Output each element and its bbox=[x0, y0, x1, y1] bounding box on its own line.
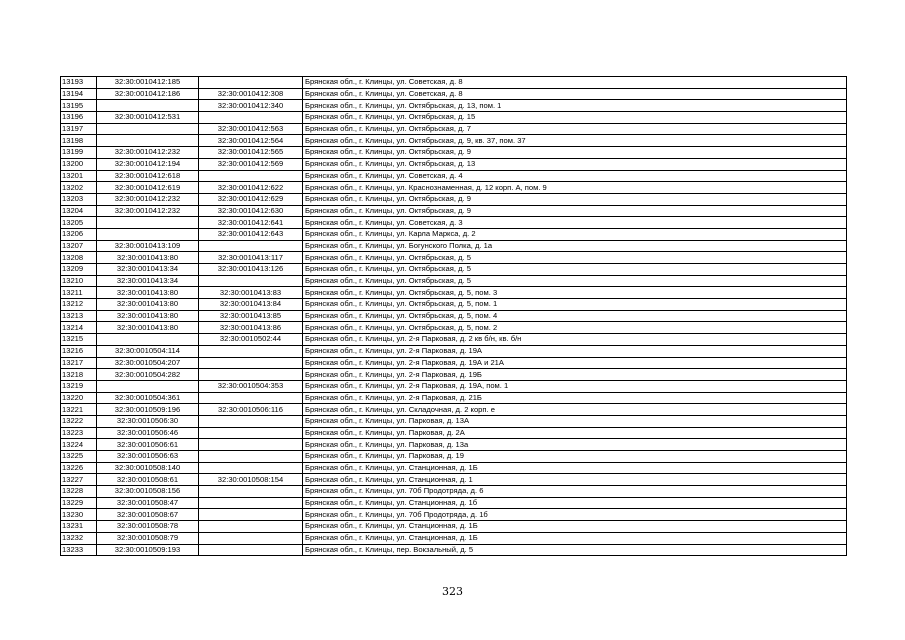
address-cell: Брянская обл., г. Клинцы, ул. Октябрьская, д. 15 bbox=[303, 112, 847, 124]
cadastral-number-cell: 32:30:0010412:232 bbox=[97, 147, 199, 159]
row-number-cell: 13229 bbox=[61, 497, 97, 509]
address-cell: Брянская обл., г. Клинцы, ул. Октябрьская, д. 5 bbox=[303, 264, 847, 276]
linked-cadastral-number-cell bbox=[199, 392, 303, 404]
address-cell: Брянская обл., г. Клинцы, ул. Советская, д. 3 bbox=[303, 217, 847, 229]
linked-cadastral-number-cell: 32:30:0010413:117 bbox=[199, 252, 303, 264]
table-row bbox=[61, 509, 847, 521]
linked-cadastral-number-cell: 32:30:0010506:116 bbox=[199, 404, 303, 416]
address-cell: Брянская обл., г. Клинцы, ул. 2-я Парковая, д. 19А и 21А bbox=[303, 357, 847, 369]
row-number-cell: 13232 bbox=[61, 532, 97, 544]
table-row bbox=[61, 217, 847, 229]
linked-cadastral-number-cell: 32:30:0010413:86 bbox=[199, 322, 303, 334]
cadastral-number-cell: 32:30:0010509:193 bbox=[97, 544, 199, 556]
cadastral-number-cell bbox=[97, 380, 199, 392]
linked-cadastral-number-cell bbox=[199, 357, 303, 369]
row-number-cell: 13206 bbox=[61, 228, 97, 240]
cadastral-number-cell: 32:30:0010508:156 bbox=[97, 486, 199, 498]
table-row bbox=[61, 334, 847, 346]
linked-cadastral-number-cell: 32:30:0010413:84 bbox=[199, 299, 303, 311]
cadastral-number-cell: 32:30:0010508:78 bbox=[97, 521, 199, 533]
address-cell: Брянская обл., г. Клинцы, ул. Октябрьская, д. 9 bbox=[303, 205, 847, 217]
address-cell: Брянская обл., г. Клинцы, ул. Советская, д. 8 bbox=[303, 88, 847, 100]
row-number-cell: 13210 bbox=[61, 275, 97, 287]
cadastral-number-cell: 32:30:0010412:618 bbox=[97, 170, 199, 182]
table-row bbox=[61, 100, 847, 112]
row-number-cell: 13202 bbox=[61, 182, 97, 194]
cadastral-number-cell bbox=[97, 100, 199, 112]
table-row bbox=[61, 451, 847, 463]
table-row bbox=[61, 345, 847, 357]
row-number-cell: 13207 bbox=[61, 240, 97, 252]
address-cell: Брянская обл., г. Клинцы, ул. Октябрьская, д. 5 bbox=[303, 275, 847, 287]
row-number-cell: 13218 bbox=[61, 369, 97, 381]
address-cell: Брянская обл., г. Клинцы, ул. Октябрьская, д. 5, пом. 4 bbox=[303, 310, 847, 322]
cadastral-number-cell: 32:30:0010413:80 bbox=[97, 310, 199, 322]
table-row bbox=[61, 462, 847, 474]
row-number-cell: 13233 bbox=[61, 544, 97, 556]
address-cell: Брянская обл., г. Клинцы, ул. 2-я Парковая, д. 19Б bbox=[303, 369, 847, 381]
address-cell: Брянская обл., г. Клинцы, пер. Вокзальный, д. 5 bbox=[303, 544, 847, 556]
linked-cadastral-number-cell bbox=[199, 415, 303, 427]
linked-cadastral-number-cell bbox=[199, 345, 303, 357]
linked-cadastral-number-cell: 32:30:0010504:353 bbox=[199, 380, 303, 392]
registry-table-body bbox=[61, 77, 847, 556]
linked-cadastral-number-cell bbox=[199, 112, 303, 124]
table-row bbox=[61, 427, 847, 439]
row-number-cell: 13208 bbox=[61, 252, 97, 264]
linked-cadastral-number-cell: 32:30:0010412:563 bbox=[199, 123, 303, 135]
cadastral-number-cell: 32:30:0010412:232 bbox=[97, 193, 199, 205]
row-number-cell: 13196 bbox=[61, 112, 97, 124]
address-cell: Брянская обл., г. Клинцы, ул. Парковая, д. 13а bbox=[303, 439, 847, 451]
linked-cadastral-number-cell: 32:30:0010412:564 bbox=[199, 135, 303, 147]
table-row bbox=[61, 369, 847, 381]
linked-cadastral-number-cell bbox=[199, 275, 303, 287]
address-cell: Брянская обл., г. Клинцы, ул. Станционная, д. 1Б bbox=[303, 521, 847, 533]
linked-cadastral-number-cell: 32:30:0010412:643 bbox=[199, 228, 303, 240]
row-number-cell: 13223 bbox=[61, 427, 97, 439]
linked-cadastral-number-cell: 32:30:0010412:622 bbox=[199, 182, 303, 194]
cadastral-number-cell bbox=[97, 334, 199, 346]
row-number-cell: 13220 bbox=[61, 392, 97, 404]
address-cell: Брянская обл., г. Клинцы, ул. Карла Маркса, д. 2 bbox=[303, 228, 847, 240]
linked-cadastral-number-cell bbox=[199, 451, 303, 463]
cadastral-number-cell: 32:30:0010413:80 bbox=[97, 299, 199, 311]
linked-cadastral-number-cell bbox=[199, 532, 303, 544]
table-row bbox=[61, 205, 847, 217]
cadastral-number-cell: 32:30:0010413:80 bbox=[97, 287, 199, 299]
cadastral-number-cell: 32:30:0010508:140 bbox=[97, 462, 199, 474]
row-number-cell: 13222 bbox=[61, 415, 97, 427]
row-number-cell: 13199 bbox=[61, 147, 97, 159]
address-cell: Брянская обл., г. Клинцы, ул. Октябрьская, д. 5 bbox=[303, 252, 847, 264]
cadastral-number-cell: 32:30:0010508:67 bbox=[97, 509, 199, 521]
address-cell: Брянская обл., г. Клинцы, ул. Октябрьская, д. 7 bbox=[303, 123, 847, 135]
address-cell: Брянская обл., г. Клинцы, ул. Октябрьская, д. 5, пом. 2 bbox=[303, 322, 847, 334]
cadastral-number-cell bbox=[97, 135, 199, 147]
address-cell: Брянская обл., г. Клинцы, ул. 2-я Парковая, д. 2 кв б/н, кв. б/н bbox=[303, 334, 847, 346]
row-number-cell: 13204 bbox=[61, 205, 97, 217]
linked-cadastral-number-cell bbox=[199, 497, 303, 509]
table-row bbox=[61, 415, 847, 427]
address-cell: Брянская обл., г. Клинцы, ул. Парковая, д. 2А bbox=[303, 427, 847, 439]
linked-cadastral-number-cell: 32:30:0010508:154 bbox=[199, 474, 303, 486]
address-cell: Брянская обл., г. Клинцы, ул. Октябрьская, д. 5, пом. 3 bbox=[303, 287, 847, 299]
linked-cadastral-number-cell bbox=[199, 544, 303, 556]
address-cell: Брянская обл., г. Клинцы, ул. Станционная, д. 1 bbox=[303, 474, 847, 486]
address-cell: Брянская обл., г. Клинцы, ул. Парковая, д. 19 bbox=[303, 451, 847, 463]
table-row bbox=[61, 532, 847, 544]
table-row bbox=[61, 275, 847, 287]
cadastral-number-cell: 32:30:0010412:619 bbox=[97, 182, 199, 194]
cadastral-number-cell: 32:30:0010412:531 bbox=[97, 112, 199, 124]
cadastral-number-cell bbox=[97, 228, 199, 240]
linked-cadastral-number-cell bbox=[199, 462, 303, 474]
linked-cadastral-number-cell: 32:30:0010412:565 bbox=[199, 147, 303, 159]
linked-cadastral-number-cell: 32:30:0010412:569 bbox=[199, 158, 303, 170]
table-row bbox=[61, 404, 847, 416]
linked-cadastral-number-cell: 32:30:0010412:630 bbox=[199, 205, 303, 217]
table-row bbox=[61, 439, 847, 451]
address-cell: Брянская обл., г. Клинцы, ул. 70б Продотряда, д. 1б bbox=[303, 509, 847, 521]
linked-cadastral-number-cell bbox=[199, 521, 303, 533]
address-cell: Брянская обл., г. Клинцы, ул. 70б Продотряда, д. 6 bbox=[303, 486, 847, 498]
row-number-cell: 13215 bbox=[61, 334, 97, 346]
table-row bbox=[61, 170, 847, 182]
cadastral-number-cell: 32:30:0010413:34 bbox=[97, 264, 199, 276]
cadastral-number-cell: 32:30:0010412:186 bbox=[97, 88, 199, 100]
cadastral-number-cell: 32:30:0010506:61 bbox=[97, 439, 199, 451]
cadastral-number-cell bbox=[97, 217, 199, 229]
address-cell: Брянская обл., г. Клинцы, ул. Парковая, д. 13А bbox=[303, 415, 847, 427]
cadastral-number-cell: 32:30:0010412:232 bbox=[97, 205, 199, 217]
linked-cadastral-number-cell: 32:30:0010412:629 bbox=[199, 193, 303, 205]
table-row bbox=[61, 287, 847, 299]
row-number-cell: 13225 bbox=[61, 451, 97, 463]
table-row bbox=[61, 299, 847, 311]
row-number-cell: 13209 bbox=[61, 264, 97, 276]
table-row bbox=[61, 135, 847, 147]
cadastral-number-cell: 32:30:0010504:361 bbox=[97, 392, 199, 404]
cadastral-number-cell: 32:30:0010504:114 bbox=[97, 345, 199, 357]
linked-cadastral-number-cell: 32:30:0010412:641 bbox=[199, 217, 303, 229]
address-cell: Брянская обл., г. Клинцы, ул. Богунского Полка, д. 1а bbox=[303, 240, 847, 252]
row-number-cell: 13214 bbox=[61, 322, 97, 334]
row-number-cell: 13231 bbox=[61, 521, 97, 533]
row-number-cell: 13201 bbox=[61, 170, 97, 182]
table-row bbox=[61, 193, 847, 205]
table-row bbox=[61, 521, 847, 533]
row-number-cell: 13194 bbox=[61, 88, 97, 100]
row-number-cell: 13228 bbox=[61, 486, 97, 498]
table-row bbox=[61, 474, 847, 486]
linked-cadastral-number-cell bbox=[199, 77, 303, 89]
table-row bbox=[61, 88, 847, 100]
address-cell: Брянская обл., г. Клинцы, ул. 2-я Парковая, д. 19А, пом. 1 bbox=[303, 380, 847, 392]
row-number-cell: 13198 bbox=[61, 135, 97, 147]
address-cell: Брянская обл., г. Клинцы, ул. Станционная, д. 1Б bbox=[303, 532, 847, 544]
table-row bbox=[61, 77, 847, 89]
linked-cadastral-number-cell: 32:30:0010502:44 bbox=[199, 334, 303, 346]
linked-cadastral-number-cell bbox=[199, 170, 303, 182]
linked-cadastral-number-cell: 32:30:0010413:126 bbox=[199, 264, 303, 276]
linked-cadastral-number-cell: 32:30:0010412:308 bbox=[199, 88, 303, 100]
cadastral-number-cell: 32:30:0010504:282 bbox=[97, 369, 199, 381]
table-row bbox=[61, 158, 847, 170]
address-cell: Брянская обл., г. Клинцы, ул. Складочная, д. 2 корп. е bbox=[303, 404, 847, 416]
row-number-cell: 13195 bbox=[61, 100, 97, 112]
cadastral-number-cell: 32:30:0010412:194 bbox=[97, 158, 199, 170]
cadastral-number-cell bbox=[97, 123, 199, 135]
linked-cadastral-number-cell bbox=[199, 486, 303, 498]
table-row bbox=[61, 544, 847, 556]
row-number-cell: 13219 bbox=[61, 380, 97, 392]
address-cell: Брянская обл., г. Клинцы, ул. Советская, д. 8 bbox=[303, 77, 847, 89]
table-row bbox=[61, 182, 847, 194]
address-cell: Брянская обл., г. Клинцы, ул. Октябрьская, д. 9, кв. 37, пом. 37 bbox=[303, 135, 847, 147]
row-number-cell: 13212 bbox=[61, 299, 97, 311]
row-number-cell: 13221 bbox=[61, 404, 97, 416]
row-number-cell: 13211 bbox=[61, 287, 97, 299]
table-row bbox=[61, 228, 847, 240]
cadastral-number-cell: 32:30:0010508:79 bbox=[97, 532, 199, 544]
cadastral-number-cell: 32:30:0010506:46 bbox=[97, 427, 199, 439]
address-cell: Брянская обл., г. Клинцы, ул. 2-я Парковая, д. 21Б bbox=[303, 392, 847, 404]
linked-cadastral-number-cell bbox=[199, 427, 303, 439]
table-row bbox=[61, 357, 847, 369]
linked-cadastral-number-cell bbox=[199, 240, 303, 252]
row-number-cell: 13200 bbox=[61, 158, 97, 170]
cadastral-number-cell: 32:30:0010506:30 bbox=[97, 415, 199, 427]
table-row bbox=[61, 240, 847, 252]
address-cell: Брянская обл., г. Клинцы, ул. Октябрьская, д. 5, пом. 1 bbox=[303, 299, 847, 311]
table-row bbox=[61, 123, 847, 135]
row-number-cell: 13197 bbox=[61, 123, 97, 135]
address-cell: Брянская обл., г. Клинцы, ул. Октябрьская, д. 13, пом. 1 bbox=[303, 100, 847, 112]
row-number-cell: 13224 bbox=[61, 439, 97, 451]
row-number-cell: 13227 bbox=[61, 474, 97, 486]
cadastral-number-cell: 32:30:0010413:80 bbox=[97, 252, 199, 264]
row-number-cell: 13230 bbox=[61, 509, 97, 521]
cadastral-number-cell: 32:30:0010413:80 bbox=[97, 322, 199, 334]
table-row bbox=[61, 380, 847, 392]
table-row bbox=[61, 252, 847, 264]
cadastral-number-cell: 32:30:0010504:207 bbox=[97, 357, 199, 369]
address-cell: Брянская обл., г. Клинцы, ул. Советская, д. 4 bbox=[303, 170, 847, 182]
address-cell: Брянская обл., г. Клинцы, ул. Октябрьская, д. 9 bbox=[303, 193, 847, 205]
address-cell: Брянская обл., г. Клинцы, ул. Станционная, д. 1Б bbox=[303, 462, 847, 474]
row-number-cell: 13203 bbox=[61, 193, 97, 205]
linked-cadastral-number-cell bbox=[199, 439, 303, 451]
table-row bbox=[61, 486, 847, 498]
linked-cadastral-number-cell: 32:30:0010412:340 bbox=[199, 100, 303, 112]
address-cell: Брянская обл., г. Клинцы, ул. Октябрьская, д. 9 bbox=[303, 147, 847, 159]
table-row bbox=[61, 147, 847, 159]
cadastral-number-cell: 32:30:0010508:47 bbox=[97, 497, 199, 509]
row-number-cell: 13217 bbox=[61, 357, 97, 369]
row-number-cell: 13213 bbox=[61, 310, 97, 322]
table-row bbox=[61, 112, 847, 124]
linked-cadastral-number-cell bbox=[199, 509, 303, 521]
cadastral-number-cell: 32:30:0010413:34 bbox=[97, 275, 199, 287]
row-number-cell: 13216 bbox=[61, 345, 97, 357]
cadastral-number-cell: 32:30:0010506:63 bbox=[97, 451, 199, 463]
property-registry-table bbox=[60, 76, 847, 556]
table-row bbox=[61, 322, 847, 334]
cadastral-number-cell: 32:30:0010412:185 bbox=[97, 77, 199, 89]
row-number-cell: 13193 bbox=[61, 77, 97, 89]
address-cell: Брянская обл., г. Клинцы, ул. 2-я Парковая, д. 19А bbox=[303, 345, 847, 357]
cadastral-number-cell: 32:30:0010413:109 bbox=[97, 240, 199, 252]
address-cell: Брянская обл., г. Клинцы, ул. Октябрьская, д. 13 bbox=[303, 158, 847, 170]
table-row bbox=[61, 497, 847, 509]
cadastral-number-cell: 32:30:0010509:196 bbox=[97, 404, 199, 416]
cadastral-number-cell: 32:30:0010508:61 bbox=[97, 474, 199, 486]
table-row bbox=[61, 392, 847, 404]
linked-cadastral-number-cell bbox=[199, 369, 303, 381]
table-row bbox=[61, 264, 847, 276]
page-number: 323 bbox=[442, 585, 463, 598]
linked-cadastral-number-cell: 32:30:0010413:83 bbox=[199, 287, 303, 299]
linked-cadastral-number-cell: 32:30:0010413:85 bbox=[199, 310, 303, 322]
row-number-cell: 13205 bbox=[61, 217, 97, 229]
row-number-cell: 13226 bbox=[61, 462, 97, 474]
table-row bbox=[61, 310, 847, 322]
address-cell: Брянская обл., г. Клинцы, ул. Станционная, д. 1б bbox=[303, 497, 847, 509]
address-cell: Брянская обл., г. Клинцы, ул. Краснознаменная, д. 12 корп. А, пом. 9 bbox=[303, 182, 847, 194]
